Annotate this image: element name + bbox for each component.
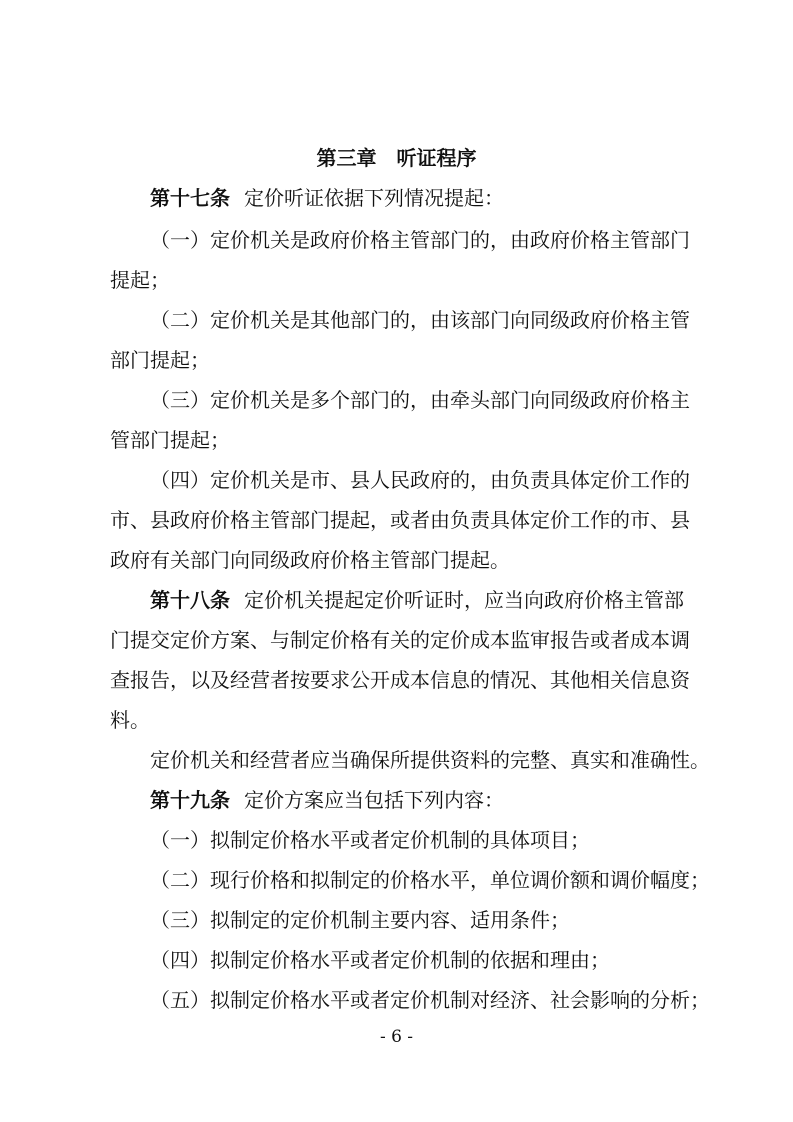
article-17-heading [150,185,504,211]
list-item: （二）定价机关是其他部门的，由该部门向同级政府价格主管 [150,308,690,332]
list-item: （一）定价机关是政府价格主管部门的，由政府价格主管部门 [150,228,690,252]
article-number: 第十八条 [150,588,230,612]
list-item: （五）拟制定价格水平或者定价机制对经济、社会影响的分析； [150,988,710,1012]
list-item: （一）拟制定价格水平或者定价机制的具体项目； [150,828,590,852]
list-item: （四）拟制定价格水平或者定价机制的依据和理由； [150,948,610,972]
list-item-continuation: 政府有关部门向同级政府价格主管部门提起。 [110,548,510,572]
list-item: （三）拟制定的定价机制主要内容、适用条件； [150,908,570,932]
list-item: （四）定价机关是市、县人民政府的，由负责具体定价工作的 [150,468,690,492]
article-text: 定价听证依据下列情况提起： [244,186,504,210]
paragraph-line: 门提交定价方案、与制定价格有关的定价成本监审报告或者成本调 [110,628,690,652]
article-text: 定价机关提起定价听证时，应当向政府价格主管部 [244,588,684,612]
article-number: 第十九条 [150,788,230,812]
list-item-continuation: 提起； [110,268,170,292]
list-item-continuation: 部门提起； [110,348,210,372]
article-19-heading [150,787,504,813]
paragraph-line: 查报告，以及经营者按要求公开成本信息的情况、其他相关信息资 [110,668,690,692]
list-item: （三）定价机关是多个部门的，由牵头部门向同级政府价格主 [150,388,690,412]
article-number: 第十七条 [150,186,230,210]
page-number: - 6 - [379,1027,414,1047]
list-item: （二）现行价格和拟制定的价格水平，单位调价额和调价幅度； [150,868,710,892]
list-item-continuation: 市、县政府价格主管部门提起，或者由负责具体定价工作的市、县 [110,508,690,532]
article-text: 定价方案应当包括下列内容： [244,788,504,812]
paragraph-line: 料。 [110,708,150,732]
paragraph-line: 定价机关和经营者应当确保所提供资料的完整、真实和准确性。 [150,748,710,772]
list-item-continuation: 管部门提起； [110,428,230,452]
chapter-title: 第三章 听证程序 [316,146,477,170]
article-18-heading [150,587,684,613]
